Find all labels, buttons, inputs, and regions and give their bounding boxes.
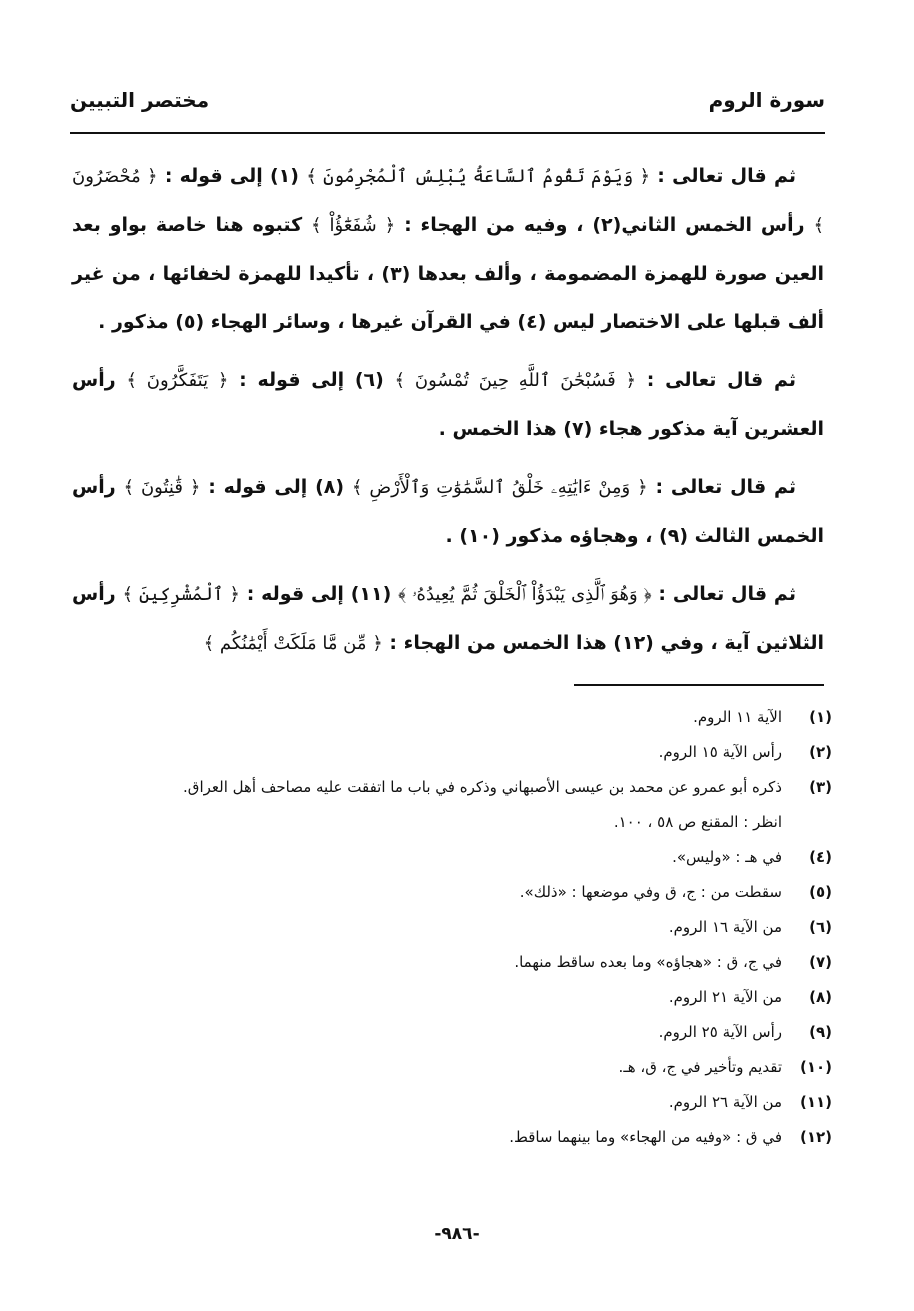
footnote (72, 910, 832, 945)
footnote-text: في ج، ق : «هجاؤه» وما بعده ساقط منهما. (514, 953, 782, 971)
footnote-number: (١٢) (799, 1128, 832, 1146)
footnote-text: في هـ : «وليس». (672, 848, 782, 866)
text-segment: رأس الثلاثين آية ، وفي (١٢) هذا الخمس من الهجاء : (72, 583, 824, 654)
footnote (72, 1050, 832, 1085)
text-segment: ثم قال تعالى : (650, 165, 796, 187)
text-segment: (٨) إلى قوله : (200, 476, 352, 498)
footnote (72, 840, 832, 875)
paragraph (72, 356, 824, 453)
footnote-number: (٢) (809, 743, 832, 761)
footnote-text: ذكره أبو عمرو عن محمد بن عيسى الأصبهاني وذكره في باب ما اتفقت عليه مصاحف أهل العراق. (183, 778, 782, 796)
footnote-text: رأس الآية ٢٥ الروم. (658, 1023, 782, 1041)
page-number: -٩٨٦- (434, 1224, 480, 1244)
text-segment: كتبوه هنا خاصة بواو بعد العين صورة للهمزة المضمومة ، وألف بعدها (٣) ، تأكيدا للهمزة لخفائها ، من غير ألف قبلها على الاختصار ليس (٤) في القرآن غيرها ، وسائر الهجاء (٥) مذكور . (72, 214, 824, 333)
footnote-text: سقطت من : ج، ق وفي موضعها : «ذلك». (519, 883, 782, 901)
footnote-number: (٣) (809, 778, 832, 796)
footnote-text: رأس الآية ١٥ الروم. (658, 743, 782, 761)
footnote (72, 1085, 832, 1120)
text-segment: ثم قال تعالى : (647, 476, 796, 498)
footnote (72, 945, 832, 980)
footnote (72, 875, 832, 910)
paragraph (72, 152, 824, 346)
quran-verse: ﴿ شُفَعَٰٓؤُاْ ﴾ (311, 215, 396, 236)
text-segment: ثم قال تعالى : (651, 583, 796, 605)
footnote-number: (٦) (809, 918, 832, 936)
quran-verse: ﴿ يَتَفَكَّرُونَ ﴾ (126, 370, 229, 391)
quran-verse: ﴿ وَهُوَ ٱلَّذِى يَبْدَؤُاْ ٱلْخَلْقَ ثُمَّ يُعِيدُهُۥ ﴾ (398, 584, 652, 605)
text-segment: (١) إلى قوله : (157, 165, 307, 187)
footnote-number: (٥) (809, 883, 832, 901)
footnote-separator (574, 684, 824, 686)
text-segment: (١١) إلى قوله : (239, 583, 399, 605)
header-divider (70, 132, 825, 134)
footnote (72, 700, 832, 735)
footnote-number: (٤) (809, 848, 832, 866)
quran-verse: ﴿ وَمِنْ ءَايَٰتِهِۦ خَلْقُ ٱلسَّمَٰوَٰتِ وَٱلْأَرْضِ ﴾ (351, 477, 648, 498)
footnote-number: (٧) (809, 953, 832, 971)
footnote (72, 980, 832, 1015)
footnote-text: في ق : «وفيه من الهجاء» وما بينهما ساقط. (509, 1128, 782, 1146)
text-segment: رأس الخمس الثالث (٩) ، وهجاؤه مذكور (١٠) . (72, 476, 824, 547)
quran-verse: ﴿ مُحْضَرُونَ ﴾ (72, 166, 824, 236)
footnote (72, 770, 832, 805)
footnote (72, 1120, 832, 1155)
quran-verse: ﴿ فَسُبْحَٰنَ ٱللَّهِ حِينَ تُمْسُونَ ﴾ (394, 370, 637, 391)
footnote (72, 735, 832, 770)
text-segment: رأس الخمس الثاني(٢) ، وفيه من الهجاء : (395, 214, 814, 236)
main-text (72, 152, 824, 678)
surah-title: سورة الروم (708, 88, 825, 112)
quran-verse: ﴿ مِّن مَّا مَلَكَتْ أَيْمَٰنُكُم ﴾ (203, 633, 383, 654)
footnote-text: من الآية ١٦ الروم. (668, 918, 782, 936)
paragraph (72, 570, 824, 668)
footnote-text: الآية ١١ الروم. (693, 708, 782, 726)
footnote-text: من الآية ٢١ الروم. (668, 988, 782, 1006)
text-segment: (٦) إلى قوله : (228, 369, 395, 391)
quran-verse: ﴿ قَٰنِتُونَ ﴾ (123, 477, 201, 498)
text-segment: ثم قال تعالى : (636, 369, 796, 391)
footnote-number: (١) (809, 708, 832, 726)
book-title: مختصر التبيين (70, 88, 210, 112)
footnote-number: (٩) (809, 1023, 832, 1041)
text-segment: رأس العشرين آية مذكور هجاء (٧) هذا الخمس . (72, 369, 824, 440)
page-header (70, 86, 825, 130)
quran-verse: ﴿ وَيَوْمَ تَقُومُ ٱلسَّاعَةُ يُبْلِسُ ٱلْمُجْرِمُونَ ﴾ (306, 166, 651, 187)
paragraph (72, 463, 824, 560)
footnote (72, 1015, 832, 1050)
footnote-continuation: انظر : المقنع ص ٥٨ ، ١٠٠. (613, 813, 782, 831)
footnote-number: (٨) (809, 988, 832, 1006)
footnote-number: (١١) (799, 1093, 832, 1111)
footnotes (72, 700, 832, 1155)
quran-verse: ﴿ ٱلْمُشْرِكِينَ ﴾ (122, 584, 240, 605)
footnote-number: (١٠) (799, 1058, 832, 1076)
footnote-text: من الآية ٢٦ الروم. (668, 1093, 782, 1111)
footnote-text: تقديم وتأخير في ج، ق، هـ. (618, 1058, 782, 1076)
